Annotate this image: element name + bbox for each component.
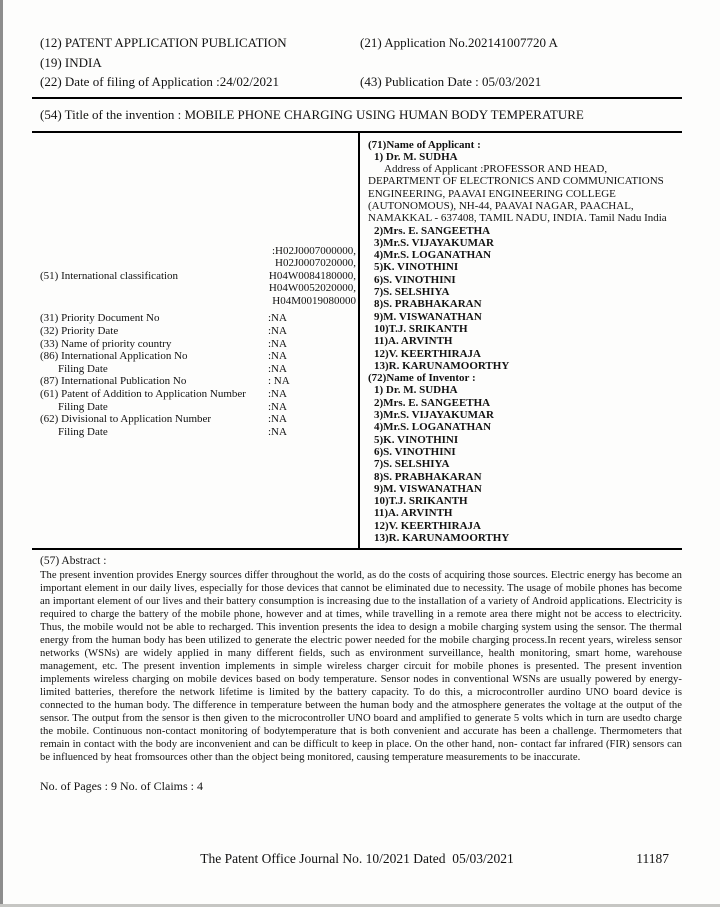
field-row bbox=[40, 401, 358, 414]
filing-date: (22) Date of filing of Application :24/02/2021 bbox=[40, 74, 280, 89]
field-row bbox=[40, 413, 358, 426]
inventor-name: 1) Dr. M. SUDHA bbox=[374, 384, 458, 397]
bibliographic-left-column bbox=[32, 133, 358, 549]
field-value: :NA bbox=[268, 362, 287, 375]
applicant-inventor-column bbox=[358, 133, 682, 549]
field-label: Filing Date bbox=[58, 400, 108, 413]
field-value: : NA bbox=[268, 375, 290, 388]
bibliographic-table bbox=[32, 133, 682, 551]
applicant-name: 3)Mr.S. VIJAYAKUMAR bbox=[374, 236, 494, 249]
inventor-list bbox=[368, 384, 678, 544]
field-value: :NA bbox=[268, 325, 287, 338]
classification-code: H04W0052020000, bbox=[268, 282, 356, 295]
field-label: (87) International Publication No bbox=[40, 375, 187, 388]
applicant-name: 2)Mrs. E. SANGEETHA bbox=[374, 224, 491, 237]
applicant-name: 13)R. KARUNAMOORTHY bbox=[374, 359, 510, 372]
field-row bbox=[40, 338, 358, 351]
applicant-name: 6)S. VINOTHINI bbox=[374, 273, 456, 286]
field-label: (31) Priority Document No bbox=[40, 312, 160, 325]
field-label: (62) Divisional to Application Number bbox=[40, 413, 212, 426]
publication-type: (12) PATENT APPLICATION PUBLICATION bbox=[40, 35, 287, 50]
applicant-name: 11)A. ARVINTH bbox=[374, 335, 453, 348]
classification-code: H02J0007020000, bbox=[275, 257, 356, 270]
field-value: :NA bbox=[268, 388, 287, 401]
classification-code: H04M0019080000 bbox=[272, 294, 356, 307]
applicant-address: Address of Applicant :PROFESSOR AND HEAD, DEPARTMENT OF ELECTRONICS AND COMMUNICATIONS ENGINEERING, PAAVAI ENGINEERING COLLEGE (AUTONOMOUS), NH-44, PAAVAI NAGAR, PAACHAL, NAMAKKAL - 637408, TAMIL NADU, INDIA. Tamil Nadu India bbox=[368, 163, 667, 225]
inventor-name: 5)K. VINOTHINI bbox=[374, 433, 459, 446]
journal-page-number: 11187 bbox=[636, 850, 669, 866]
inventor-name: 2)Mrs. E. SANGEETHA bbox=[374, 396, 491, 409]
field-row bbox=[40, 312, 358, 325]
applicant-list bbox=[368, 225, 678, 373]
field-value: :NA bbox=[268, 413, 287, 426]
inventor-name: 6)S. VINOTHINI bbox=[374, 445, 456, 458]
field-row bbox=[40, 350, 358, 363]
header-row bbox=[32, 53, 682, 73]
inventor-name: 3)Mr.S. VIJAYAKUMAR bbox=[374, 409, 494, 422]
invention-title: (54) Title of the invention : MOBILE PHONE CHARGING USING HUMAN BODY TEMPERATURE bbox=[32, 99, 682, 133]
applicant-name: 8)S. PRABHAKARAN bbox=[374, 298, 482, 311]
document-header bbox=[32, 0, 682, 99]
field-label: Filing Date bbox=[58, 362, 108, 375]
classification-code: H04W0084180000, bbox=[268, 269, 356, 282]
applicant-name: 9)M. VISWANATHAN bbox=[374, 310, 482, 323]
header-row bbox=[32, 33, 682, 53]
classification-row bbox=[40, 245, 358, 308]
field-label: (61) Patent of Addition to Application Number bbox=[40, 388, 246, 401]
bibliographic-fields bbox=[40, 312, 358, 438]
scan-edge-left bbox=[0, 0, 3, 907]
field-value: :NA bbox=[268, 425, 287, 438]
field-row bbox=[40, 426, 358, 439]
field-value: :NA bbox=[268, 350, 287, 363]
inventor-name: 10)T.J. SRIKANTH bbox=[374, 495, 468, 508]
applicant-name: 4)Mr.S. LOGANATHAN bbox=[374, 249, 492, 262]
abstract-section bbox=[32, 550, 682, 793]
header-spacer bbox=[360, 53, 682, 73]
applicant-name: 5)K. VINOTHINI bbox=[374, 261, 459, 274]
country: (19) INDIA bbox=[40, 54, 102, 70]
inventor-name: 12)V. KEERTHIRAJA bbox=[374, 519, 481, 532]
inventor-name: 13)R. KARUNAMOORTHY bbox=[374, 532, 510, 544]
field-label: (86) International Application No bbox=[40, 350, 188, 363]
patent-document-page bbox=[32, 0, 682, 867]
applicant-name: 1) Dr. M. SUDHA bbox=[374, 150, 458, 163]
abstract-body: The present invention provides Energy sources differ throughout the world, as do the costs of acquiring those sources. Electric energy has become an important element in our daily lives, especially for those devices that cannot be eliminated due to necessity. The usage of mobile phones has become an important element of our lives and their battery consumption is increasing due to the installation of a variety of Android applications. Electricity is required to charge the battery of the mobile phone, however and at times, while travelling in a remote area there might not be access to electricity. Thus, the mobile would not be able to recharged. This invention presents the idea to design a mobile charging system using the sensor. The thermal energy from the human body has been utilized to generate the electric power needed for the mobile charging process.In recent years, wireless sensor networks (WSNs) are widely applied in many different fields, such as environment surveillance, health monitoring, smart home, warehouse management, etc. The present invention implements in simple wireless charger circuit for mobile phones is presented. The present invention implements wireless charging on mobile devices based on body temperature. Sensor nodes in conventional WSNs are usually powered by energy-limited batteries, therefore the network lifetime is limited by the battery capacity. To do this, a microcontroller aurdino UNO board device is connected to the human body. The difference in temperature between the human body and the atmosphere generates the voltage at the output of the sensor. The output from the sensor is then given to the microcontroller UNO board and amplified to generate 5 volts which in turn are usedto charge the mobile. Continuous non-contact monitoring of bodytemperature that is both convenient and accurate has been a challenge. Thermometers that remain in contact with the body are inconvenient and can be difficult to keep in place. On the other hand, non- contact far infrared (FIR) sensors can be influenced by heat fromsources other than the object being monitored, causing temperature measurements to be inaccurate. bbox=[40, 570, 682, 763]
inventor-name: 4)Mr.S. LOGANATHAN bbox=[374, 421, 492, 434]
field-value: :NA bbox=[268, 400, 287, 413]
field-row bbox=[40, 325, 358, 338]
page-footer bbox=[32, 851, 682, 867]
inventor-name: 11)A. ARVINTH bbox=[374, 507, 453, 520]
inventor-name: 9)M. VISWANATHAN bbox=[374, 482, 482, 495]
inventor-name: 7)S. SELSHIYA bbox=[374, 458, 450, 471]
classification-codes bbox=[268, 245, 358, 308]
applicant-name: 10)T.J. SRIKANTH bbox=[374, 322, 468, 335]
application-number: (21) Application No.202141007720 A bbox=[360, 35, 558, 50]
pages-claims: No. of Pages : 9 No. of Claims : 4 bbox=[40, 778, 203, 793]
field-label: (32) Priority Date bbox=[40, 325, 119, 338]
classification-code: :H02J0007000000, bbox=[271, 244, 356, 257]
journal-reference: The Patent Office Journal No. 10/2021 Dated 05/03/2021 bbox=[200, 850, 514, 866]
header-row bbox=[32, 72, 682, 92]
field-label: (33) Name of priority country bbox=[40, 337, 172, 350]
field-row bbox=[40, 363, 358, 376]
classification-label: (51) International classification bbox=[40, 269, 179, 282]
inventor-name: 8)S. PRABHAKARAN bbox=[374, 470, 482, 483]
field-row bbox=[40, 388, 358, 401]
applicant-heading: (71)Name of Applicant : bbox=[368, 138, 481, 151]
inventor-heading: (72)Name of Inventor : bbox=[368, 372, 476, 385]
field-label: Filing Date bbox=[58, 425, 108, 438]
abstract-heading: (57) Abstract : bbox=[40, 555, 107, 568]
publication-date: (43) Publication Date : 05/03/2021 bbox=[360, 74, 542, 89]
field-value: :NA bbox=[268, 337, 287, 350]
field-row bbox=[40, 375, 358, 388]
field-value: :NA bbox=[268, 312, 287, 325]
applicant-name: 7)S. SELSHIYA bbox=[374, 286, 450, 299]
applicant-name: 12)V. KEERTHIRAJA bbox=[374, 347, 481, 360]
